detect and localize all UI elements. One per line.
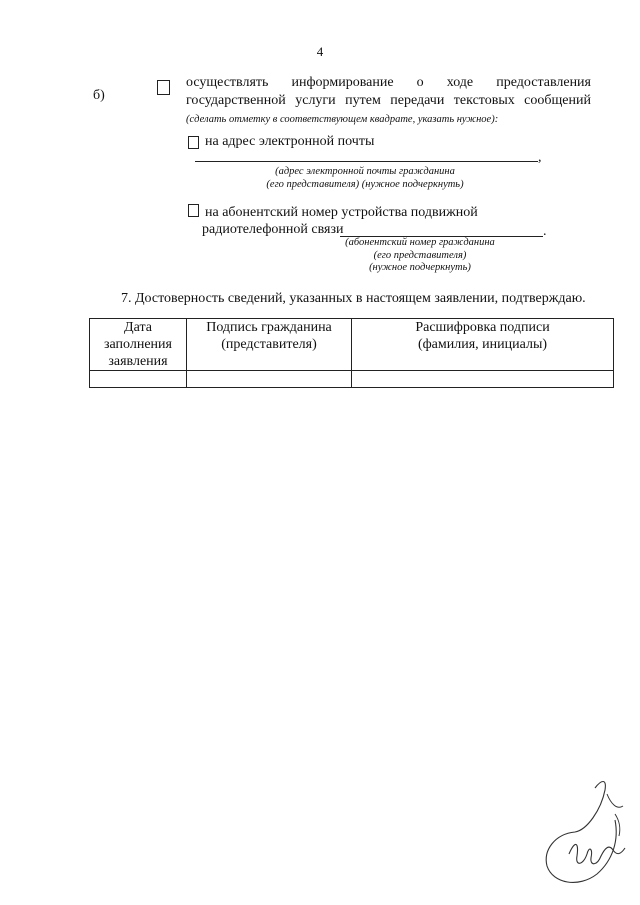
phone-option-label-line1: на абонентский номер устройства подвижной [205,205,478,220]
phone-note [330,237,510,275]
header-decoding [352,319,614,371]
header-signature-line2: (представителя) [221,337,317,352]
email-checkbox[interactable] [188,136,199,149]
confirmation-statement: 7. Достоверность сведений, указанных в настоящем заявлении, подтверждаю. [121,291,586,306]
email-trailing-comma: , [538,150,542,165]
header-decoding-line2: (фамилия, инициалы) [417,337,548,352]
signature-cell[interactable] [187,371,352,388]
header-date-line1: Дата [124,320,152,335]
email-note-line2: (его представителя) (нужное подчеркнуть) [266,178,464,190]
page-number: 4 [316,44,324,59]
header-date-line2: заполнения [104,337,172,352]
email-note [230,166,500,191]
table-row [90,371,614,388]
email-note-line1: (адрес электронной почты гражданина [275,166,455,177]
phone-checkbox[interactable] [188,204,199,217]
phone-option-label-line2: радиотелефонной связи [202,222,344,237]
decoding-cell[interactable] [352,371,614,388]
informing-paragraph [186,74,591,129]
email-option-label: на адрес электронной почты [205,134,375,149]
header-date [90,319,187,371]
table-header-row [90,319,614,371]
handwritten-signature [535,770,635,895]
item-label: б) [93,88,105,103]
phone-note-line1: (абонентский номер гражданина [345,237,495,248]
phone-trailing-dot: . [543,224,547,239]
header-signature [187,319,352,371]
header-date-line3: заявления [108,354,168,369]
main-checkbox[interactable] [157,80,170,95]
email-address-line[interactable] [195,161,538,162]
date-cell[interactable] [90,371,187,388]
paragraph-text: осуществлять информирование о ходе предоставления государственной услуги путем передачи текстовых сообщений [186,75,591,108]
phone-note-line3: (нужное подчеркнуть) [369,262,471,273]
paragraph-note: (сделать отметку в соответствующем квадрате, указать нужное): [186,114,499,125]
phone-note-line2: (его представителя) [373,249,467,261]
header-signature-line1: Подпись гражданина [206,320,332,335]
signature-table [89,318,614,388]
header-decoding-line1: Расшифровка подписи [415,320,550,335]
